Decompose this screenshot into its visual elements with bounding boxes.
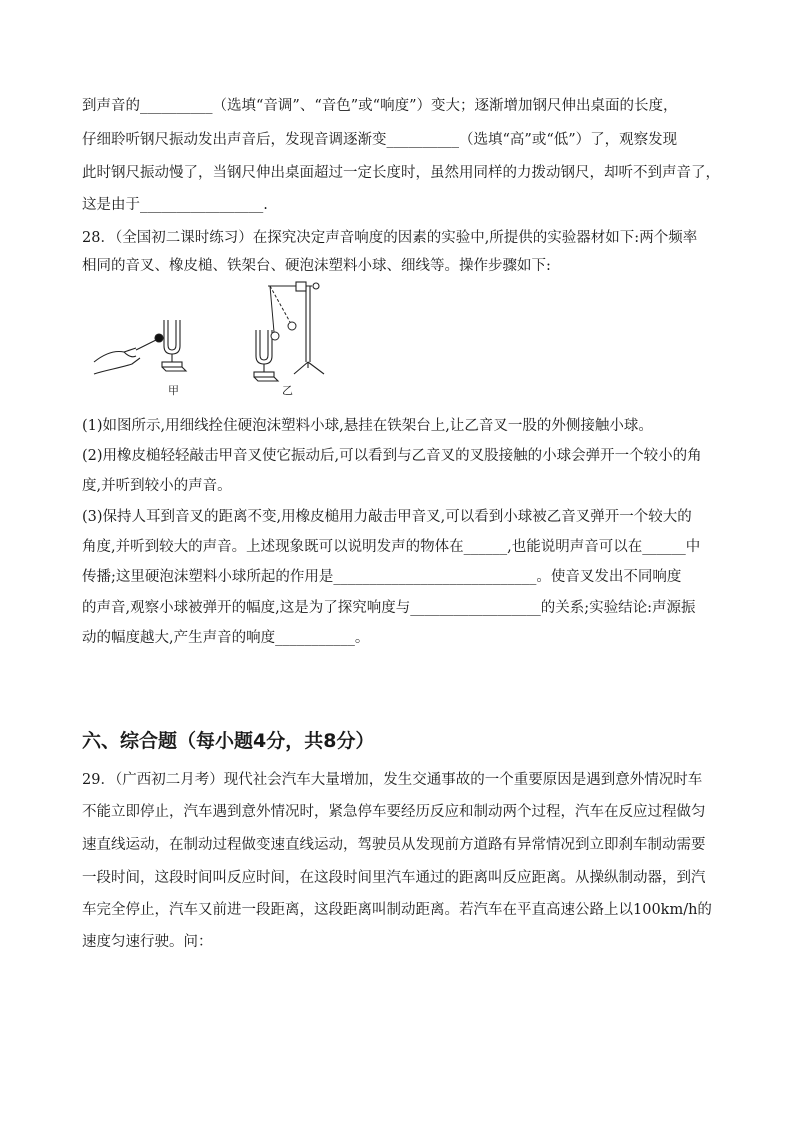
step-1: (1)如图所示,用细线拴住硬泡沫塑料小球,悬挂在铁架台上,让乙音叉一股的外侧接触小球。: [82, 418, 653, 434]
tuning-fork-jia: [162, 320, 186, 371]
figure-label-yi: 乙: [282, 384, 293, 397]
text-line: 这是由于_________________.: [82, 197, 268, 213]
question-29-intro: 29．（广西初二月考）现代社会汽车大量增加，发生交通事故的一个重要原因是遇到意外情况时车: [82, 772, 703, 788]
text-line: 传播;这里硬泡沫塑料小球所起的作用是____________________________。使音叉发出不同响度: [82, 569, 682, 585]
text-line: 动的幅度越大,产生声音的响度___________。: [82, 630, 370, 646]
text-line: 车完全停止，汽车又前进一段距离，这段距离叫制动距离。若汽车在平直高速公路上以100km/h的: [82, 902, 712, 918]
text-line: 度,并听到较小的声音。: [82, 478, 232, 494]
pendulum-ball: [270, 286, 296, 340]
text-line: 一段时间，这段时间叫反应时间，在这段时间里汽车通过的距离叫反应距离。从操纵制动器，到汽: [82, 870, 706, 886]
experiment-diagram: [92, 278, 342, 396]
text-line: 仔细聆听钢尺振动发出声音后，发现音调逐渐变__________（选填“高”或“低”）了，观察发现: [82, 132, 678, 148]
step-2: (2)用橡皮槌轻轻敲击甲音叉使它振动后,可以看到与乙音叉的叉股接触的小球会弹开一个较小的角: [82, 448, 702, 464]
text-line: 相同的音叉、橡皮槌、铁架台、硬泡沫塑料小球、细线等。操作步骤如下:: [82, 258, 551, 274]
text-line: 角度,并听到较大的声音。上述现象既可以说明发声的物体在______,也能说明声音可以在______中: [82, 539, 701, 555]
step-3: (3)保持人耳到音叉的距离不变,用橡皮槌用力敲击甲音叉,可以看到小球被乙音叉弹开一个较大的: [82, 509, 692, 525]
text-line: 此时钢尺振动慢了，当钢尺伸出桌面超过一定长度时，虽然用同样的力拨动钢尺，却听不到声音了，: [82, 165, 720, 181]
question-28-intro: 28．（全国初二课时练习）在探究决定声音响度的因素的实验中,所提供的实验器材如下:两个频率: [82, 230, 698, 246]
figure-label-jia: 甲: [168, 384, 179, 397]
tuning-fork-figure: [92, 278, 342, 396]
text-line: 到声音的__________（选填“音调”、“音色”或“响度”）变大；逐渐增加钢尺伸出桌面的长度，: [82, 98, 678, 114]
text-line: 速直线运动，在制动过程做变速直线运动，驾驶员从发现前方道路有异常情况到立即刹车制动需要: [82, 837, 706, 853]
text-line: 的声音,观察小球被弹开的幅度,这是为了探究响度与__________________的关系;实验结论:声源振: [82, 600, 696, 616]
text-line: 不能立即停止，汽车遇到意外情况时，紧急停车要经历反应和制动两个过程，汽车在反应过程做匀: [82, 804, 706, 820]
hand-with-mallet: [94, 334, 163, 374]
text-line: 速度匀速行驶。问：: [82, 934, 213, 950]
section-heading: 六、综合题（每小题4分，共8分）: [82, 730, 375, 752]
